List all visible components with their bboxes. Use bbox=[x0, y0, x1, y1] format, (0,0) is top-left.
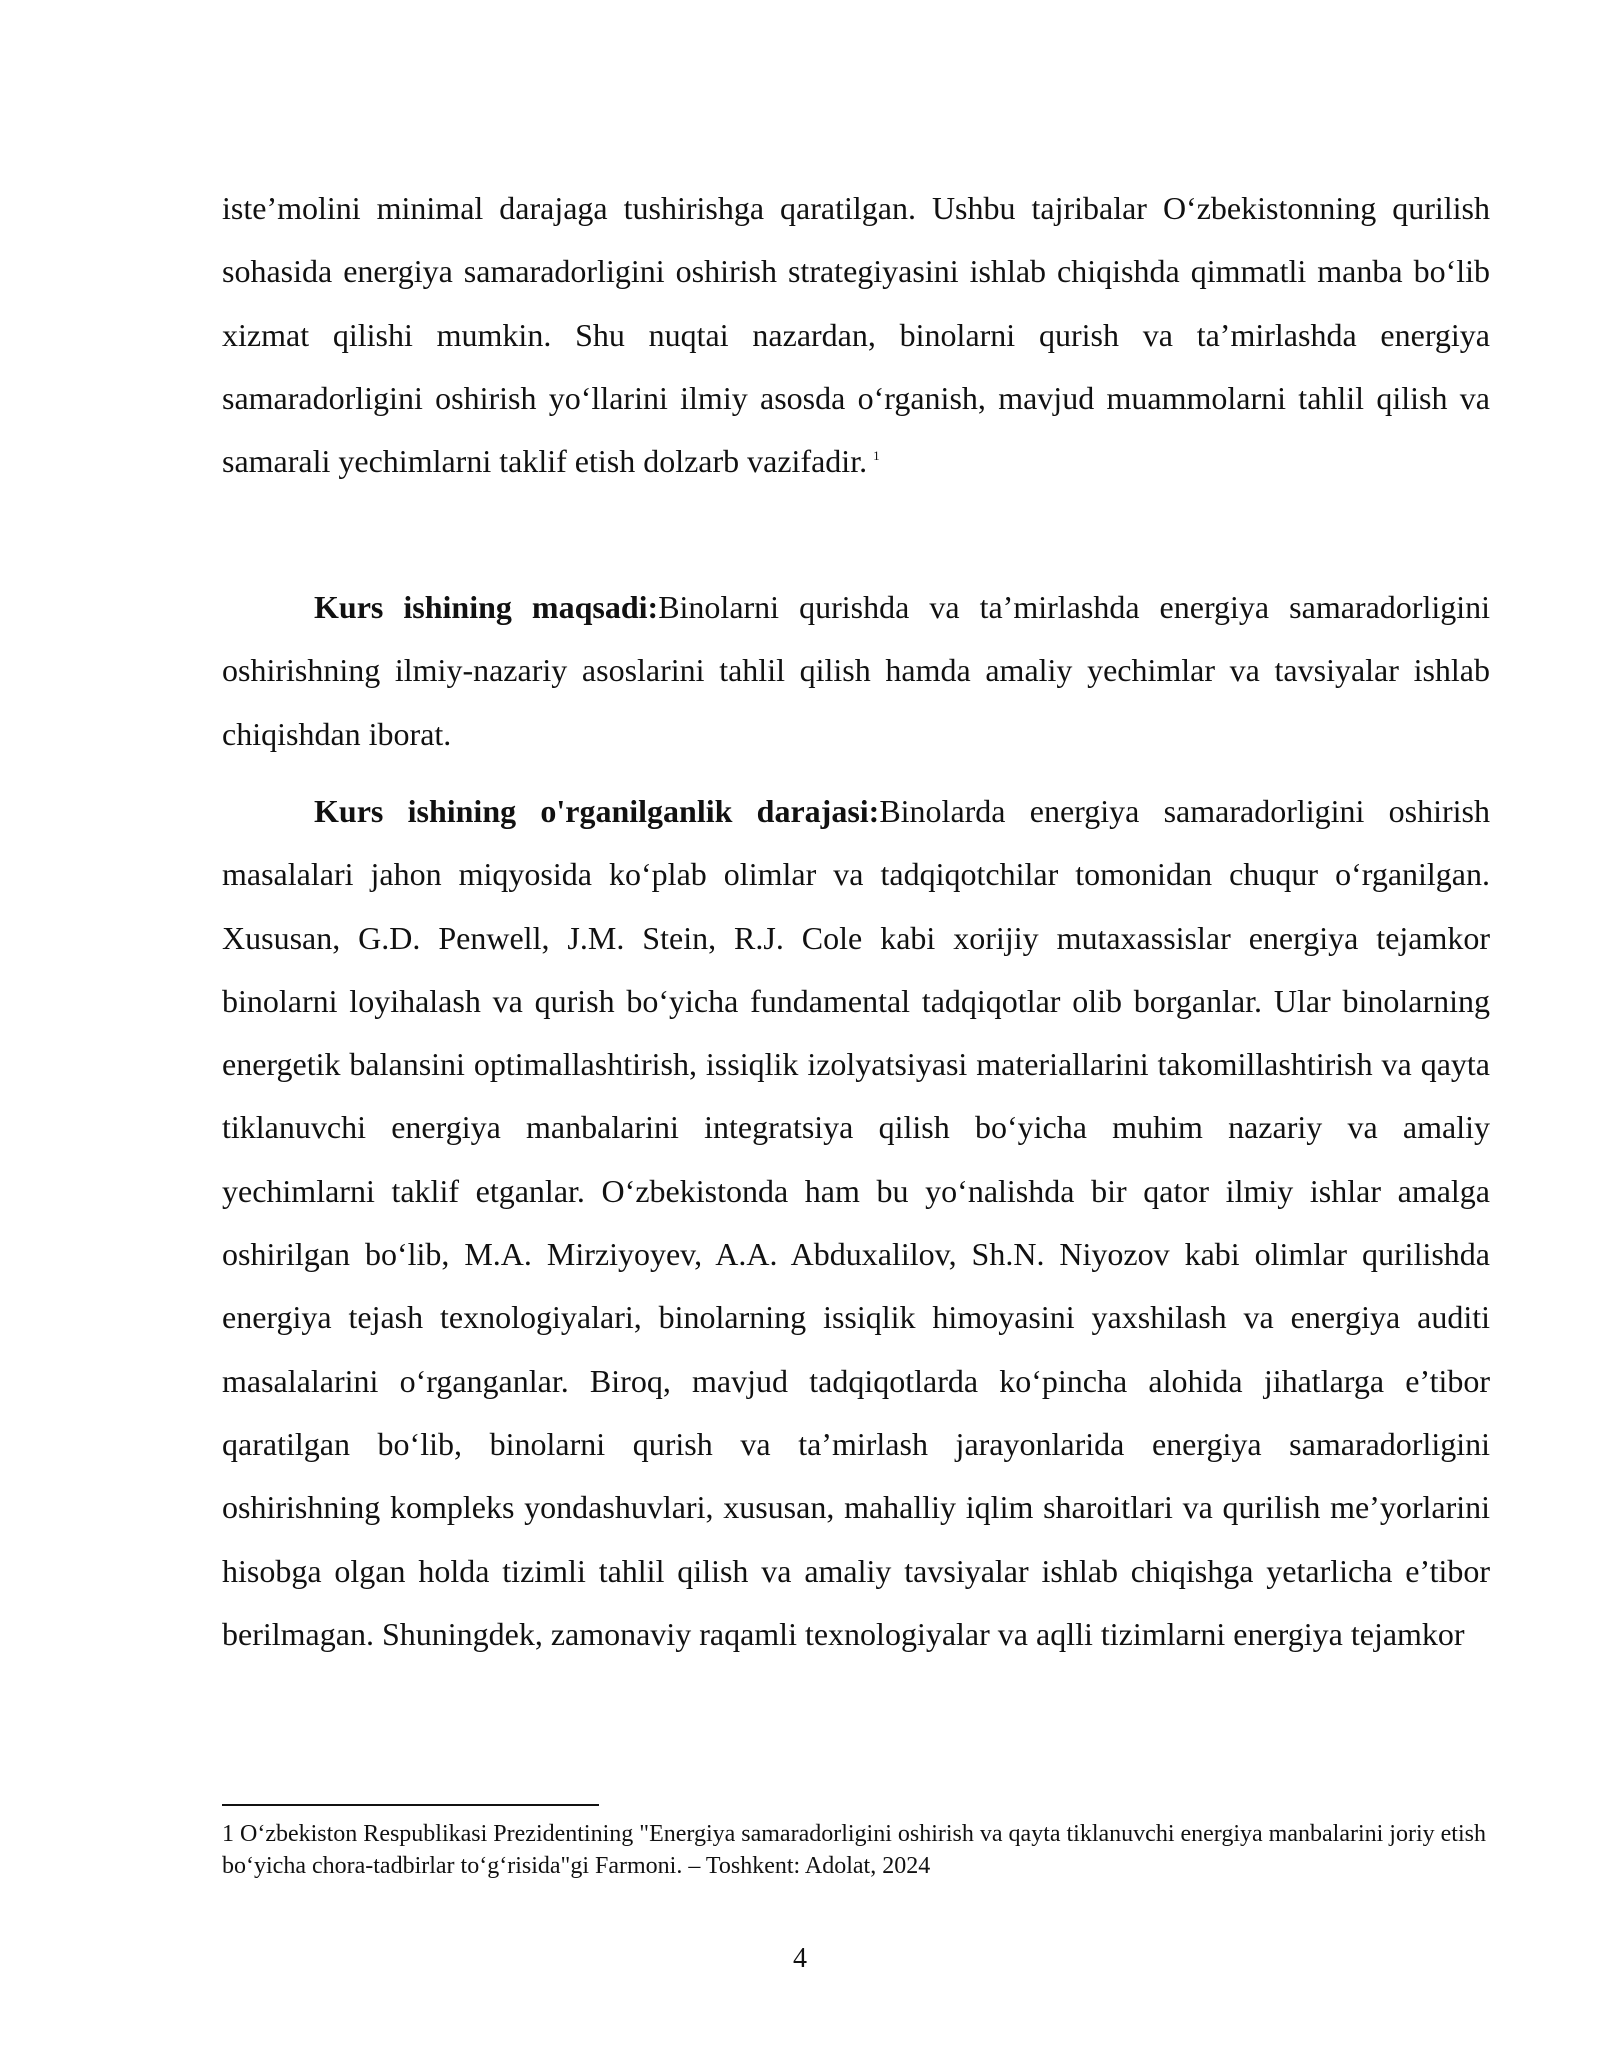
intro-paragraph bbox=[222, 177, 1490, 493]
intro-paragraph-text: iste’molini minimal darajaga tushirishga qaratilgan. Ushbu tajribalar O‘zbekistonning qurilish sohasida energiya samaradorligini oshirish strategiyasini ishlab chiqishda qimmatli manba bo‘lib xizmat qilishi mumkin. Shu nuqtai nazardan, binolarni qurish va ta’mirlashda energiya samaradorligini oshirish yo‘llarini ilmiy asosda o‘rganish, mavjud muammolarni tahlil qilish va samarali yechimlarni taklif etish dolzarb vazifadir. bbox=[222, 190, 1490, 480]
goal-paragraph bbox=[222, 576, 1490, 766]
study-level-paragraph bbox=[222, 780, 1490, 1666]
footnote-separator bbox=[222, 1804, 599, 1806]
page-number: 4 bbox=[793, 1943, 807, 1974]
footnote-text: 1 O‘zbekiston Respublikasi Prezidentining "Energiya samaradorligini oshirish va qayta tiklanuvchi energiya manbalarini joriy etish bo‘yicha chora-tadbirlar to‘g‘risida"gi Farmoni. – Toshkent: Adolat, 2024 bbox=[222, 1821, 1486, 1879]
goal-text: Binolarni qurishda va ta’mirlashda energiya samaradorligini oshirishning ilmiy-nazariy asoslarini tahlil qilish hamda amaliy yechimlar va tavsiyalar ishlab chiqishdan iborat. bbox=[222, 589, 1491, 752]
footnote-reference[interactable]: 1 bbox=[873, 448, 880, 464]
study-level-label: Kurs ishining o'rganilganlik darajasi: bbox=[314, 793, 880, 829]
goal-label: Kurs ishining maqsadi: bbox=[314, 589, 659, 625]
study-level-text: Binolarda energiya samaradorligini oshirish masalalari jahon miqyosida ko‘plab olimlar va tadqiqotchilar tomonidan chuqur o‘rganilgan. Xususan, G.D. Penwell, J.M. Stein, R.J. Cole kabi xorijiy mutaxassislar energiya tejamkor binolarni loyihalash va qurish bo‘yicha fundamental tadqiqotlar olib borganlar. Ular binolarning energetik balansini optimallashtirish, issiqlik izolyatsiyasi materiallarini takomillashtirish va qayta tiklanuvchi energiya manbalarini integratsiya qilish bo‘yicha muhim nazariy va amaliy yechimlarni taklif etganlar. O‘zbekistonda ham bu yo‘nalishda bir qator ilmiy ishlar amalga oshirilgan bo‘lib, M.A. Mirziyoyev, A.A. Abduxalilov, Sh.N. Niyozov kabi olimlar qurilishda energiya tejash texnologiyalari, binolarning issiqlik himoyasini yaxshilash va energiya auditi masalalarini o‘rganganlar. Biroq, mavjud tadqiqotlarda ko‘pincha alohida jihatlarga e’tibor qaratilgan bo‘lib, binolarni qurish va ta’mirlash jarayonlarida energiya samaradorligini oshirishning kompleks yondashuvlari, xususan, mahalliy iqlim sharoitlari va qurilish me’yorlarini hisobga olgan holda tizimli tahlil qilish va amaliy tavsiyalar ishlab chiqishga yetarlicha e’tibor berilmagan. Shuningdek, zamonaviy raqamli texnologiyalar va aqlli tizimlarni energiya tejamkor bbox=[222, 793, 1490, 1652]
footnote bbox=[222, 1818, 1490, 1882]
